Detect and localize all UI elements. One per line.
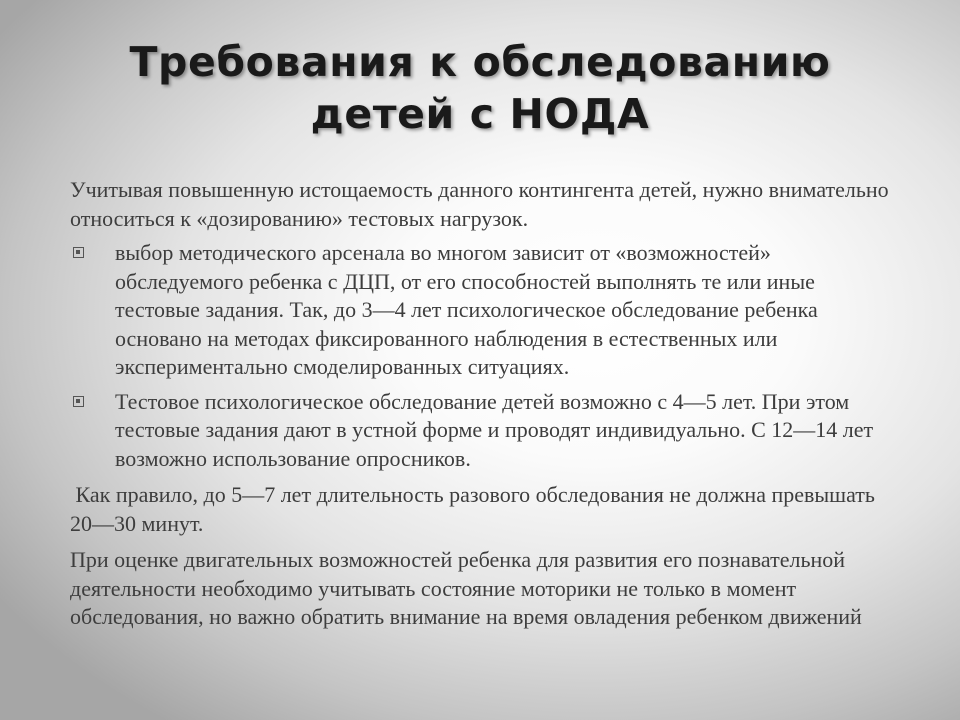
square-bullet-icon — [73, 396, 84, 407]
bullet-item — [70, 239, 900, 382]
closing-paragraph: При оценке двигательных возможностей ребенка для развития его познавательной деятельности необходимо учитывать состояние моторики не только в момент обследования, но важно обратить внимание на время овладения ребенком движений — [70, 547, 862, 629]
square-bullet-icon — [73, 247, 84, 258]
slide-body — [70, 176, 900, 638]
title-line-2: детей с НОДА — [310, 90, 650, 138]
bullet-text: Тестовое психологическое обследование детей возможно с 4—5 лет. При этом тестовые задания дают в устной форме и проводят индивидуально. С 12—14 лет возможно использование опросников. — [115, 388, 874, 471]
slide-title — [40, 36, 920, 140]
bullet-text: выбор методического арсенала во многом зависит от «возможностей» обследуемого ребенка с ДЦП, от его способностей выполнять те или иные тестовые задания. Так, до 3—4 лет психологическое обследование ребенка основано на методах фиксированного наблюдения в естественных или экспериментально смоделированных ситуациях. — [115, 240, 818, 379]
duration-rule-paragraph: Как правило, до 5—7 лет длительность разового обследования не должна превышать 20—30 минут. — [70, 482, 881, 536]
title-line-1: Требования к обследованию — [129, 38, 831, 86]
intro-paragraph: Учитывая повышенную истощаемость данного контингента детей, нужно внимательно относиться к «дозированию» тестовых нагрузок. — [70, 177, 889, 231]
bullet-item — [70, 388, 900, 474]
